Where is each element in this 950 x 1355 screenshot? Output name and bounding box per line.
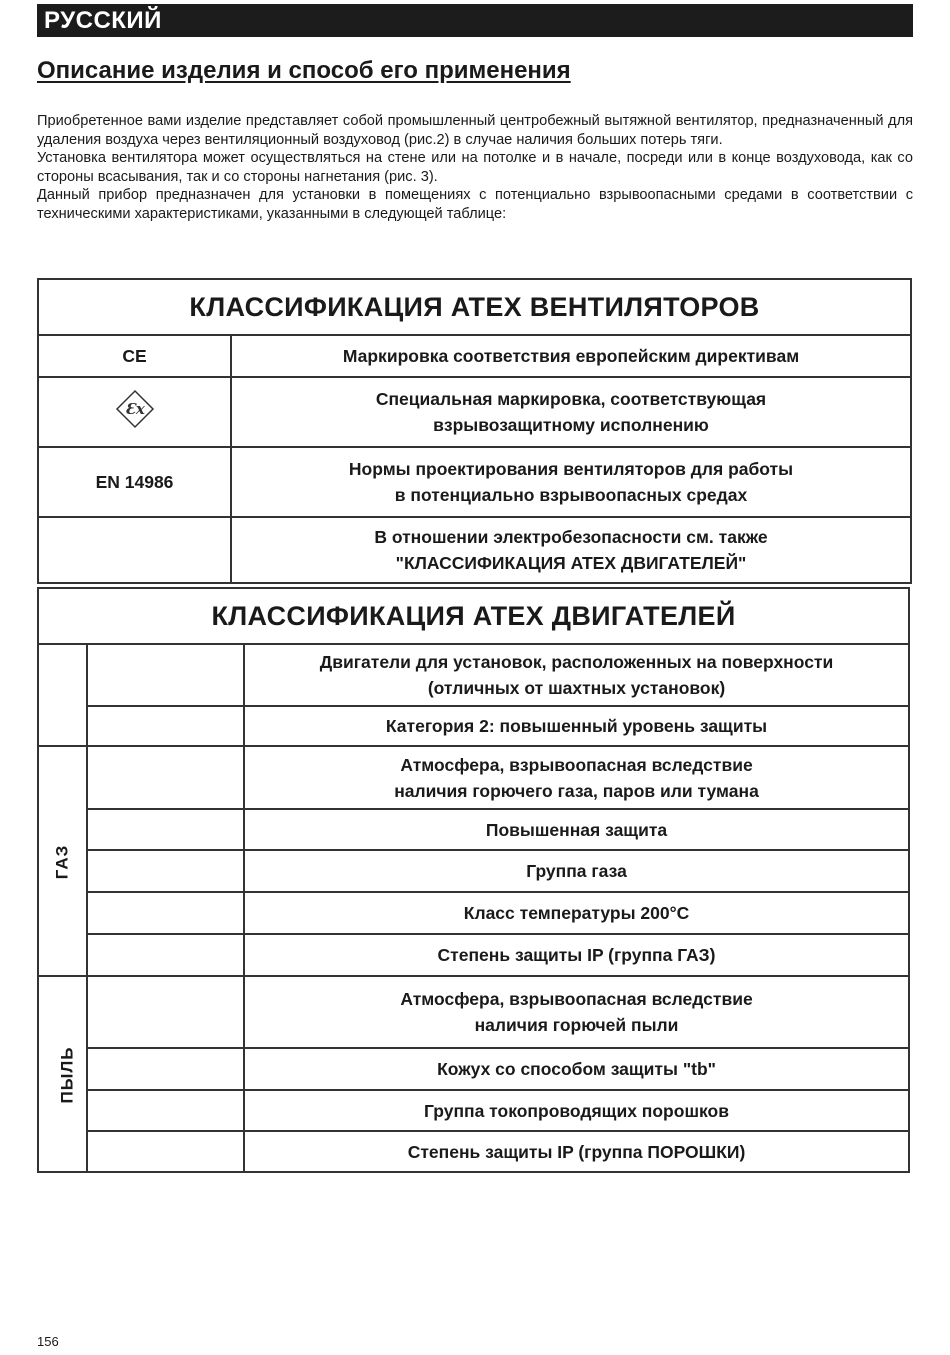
description-line: Двигатели для установок, расположенных на поверхности [319,652,834,672]
symbol-cell [87,644,244,706]
fan-table-title: КЛАССИФИКАЦИЯ ATEX ВЕНТИЛЯТОРОВ [38,279,911,335]
table-row [38,1048,909,1090]
section-title: Описание изделия и способ его применения [37,57,571,84]
row-description: Группа токопроводящих порошков [244,1090,909,1131]
table-row [38,1090,909,1131]
row-description: Маркировка соответствия европейским директивам [231,335,911,377]
row-description [244,746,909,809]
description-line: Нормы проектирования вентиляторов для работы [348,459,794,479]
table-row [38,1131,909,1172]
symbol-cell [87,892,244,934]
row-description: Категория 2: повышенный уровень защиты [244,706,909,746]
row-description: Класс температуры 200°C [244,892,909,934]
description-line: В отношении электробезопасности см. также [374,527,768,547]
language-header: РУССКИЙ [37,4,913,37]
intro-paragraph: Данный прибор предназначен для установки в помещениях с потенциально взрывоопасными средами в соответствии с техническими характеристиками, указанными в следующей таблице: [37,187,913,222]
description-line: наличия горючей пыли [474,1015,679,1035]
empty-cell [38,517,231,583]
group-label-empty [38,644,87,746]
description-line: Специальная маркировка, соответствующая [375,389,767,409]
row-description [244,644,909,706]
description-line: Атмосфера, взрывоопасная вследствие [400,754,753,775]
row-description: Степень защиты IP (группа ПОРОШКИ) [244,1131,909,1172]
row-description: Кожух со способом защиты "tb" [244,1048,909,1090]
description-line: (отличных от шахтных установок) [427,678,726,698]
motor-table-title: КЛАССИФИКАЦИЯ ATEX ДВИГАТЕЛЕЙ [38,588,909,644]
symbol-cell [87,850,244,892]
gas-group-label [38,746,87,976]
svg-text:Ɛx: Ɛx [124,399,145,418]
symbol-cell [87,1131,244,1172]
ce-mark: CE [38,335,231,377]
description-line: в потенциально взрывоопасных средах [394,485,748,505]
symbol-cell [87,809,244,850]
symbol-cell [87,976,244,1048]
table-row [38,706,909,746]
row-description [231,447,911,517]
table-row [38,850,909,892]
table-row [38,644,909,706]
motor-classification-table [37,587,910,1173]
dust-label: ПЫЛЬ [57,1045,77,1104]
row-description [244,976,909,1048]
dust-group-label [38,976,87,1172]
row-description: Степень защиты IP (группа ГАЗ) [244,934,909,976]
table-row [38,976,909,1048]
symbol-cell [87,1090,244,1131]
description-line: наличия горючего газа, паров или тумана [394,780,759,801]
table-row [38,517,911,583]
table-row [38,809,909,850]
intro-paragraph: Установка вентилятора может осуществляться на стене или на потолке и в начале, посреди или в конце воздуховода, как со стороны всасывания, так и со стороны нагнетания (рис. 3). [37,150,913,185]
description-line: "КЛАССИФИКАЦИЯ ATEX ДВИГАТЕЛЕЙ" [395,553,747,573]
description-line: Атмосфера, взрывоопасная вследствие [400,989,753,1009]
symbol-cell [87,746,244,809]
page-number: 156 [37,1334,59,1349]
table-row [38,377,911,447]
intro-paragraph: Приобретенное вами изделие представляет собой промышленный центробежный вытяжной вентилятор, предназначенный для удаления воздуха через вентиляционный воздуховод (рис.2) в случае наличия больших потерь тяги. [37,113,913,148]
table-row [38,934,909,976]
table-row [38,335,911,377]
row-description: Повышенная защита [244,809,909,850]
symbol-cell [87,934,244,976]
symbol-cell [87,1048,244,1090]
table-row [38,746,909,809]
fan-classification-table [37,278,912,584]
row-description [231,517,911,583]
symbol-cell [87,706,244,746]
description-line: взрывозащитному исполнению [433,415,709,435]
gas-label: ГАЗ [52,844,72,879]
row-description: Группа газа [244,850,909,892]
table-row [38,892,909,934]
standard-code: EN 14986 [38,447,231,517]
intro-text [37,112,913,224]
table-row [38,447,911,517]
row-description [231,377,911,447]
ex-marking-icon [115,389,155,436]
